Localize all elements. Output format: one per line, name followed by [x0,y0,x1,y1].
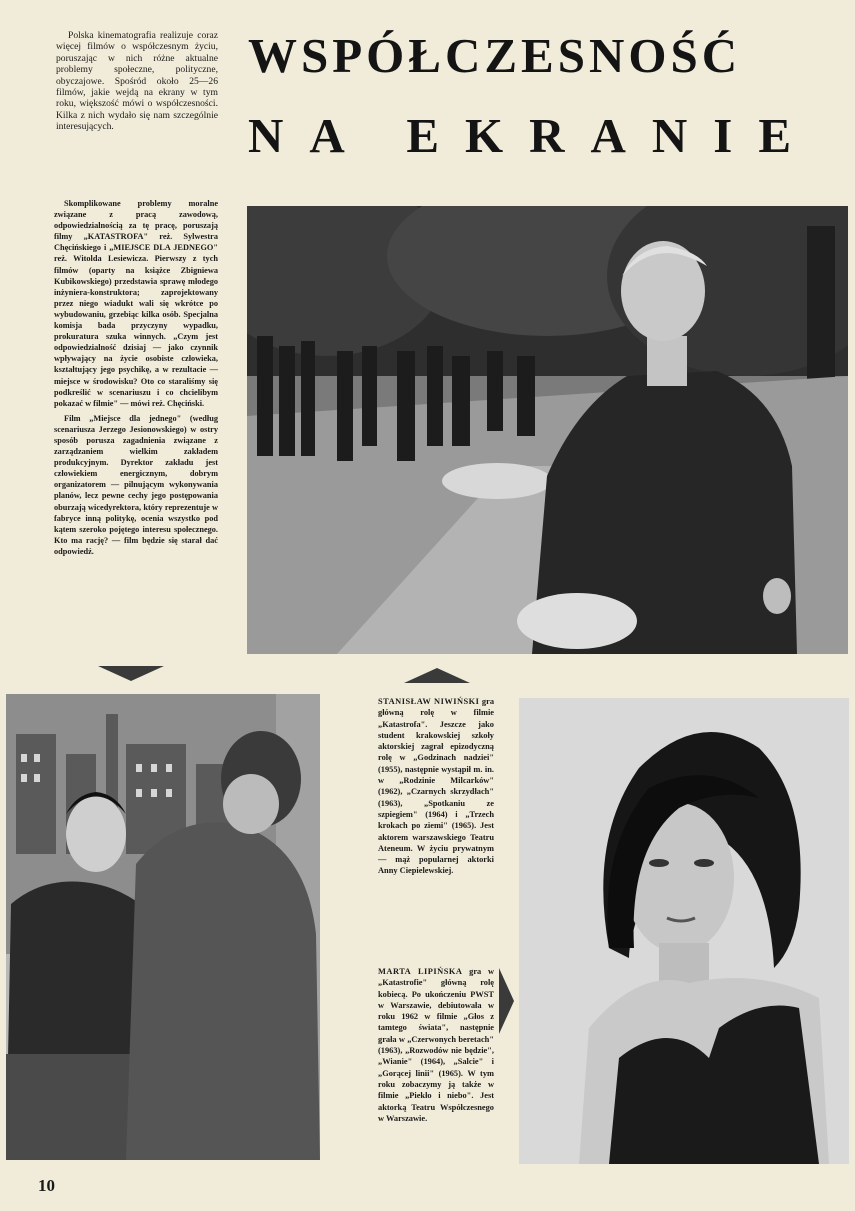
photo-portrait-woman [519,698,849,1164]
arrow-right-icon [499,968,514,1034]
title-line-1: WSPÓŁCZESNOŚĆ [248,28,742,83]
page-title [248,24,818,168]
photo-funeral-scene [247,206,848,654]
caption-lipinska-name: MARTA LIPIŃSKA [378,967,463,976]
article-paragraph-1: Skomplikowane problemy moralne związane z pracą zawodową, odpowiedzialnością za tę pracę, poruszają filmy „KATASTROFA" reż. Sylwestra Chęcińskiego i „MIEJSCE DLA JEDNEGO" reż. Witolda Lesiewicza. Pierwszy z tych filmów (oparty na książce Zbigniewa Kubikowskiego) przedstawia sprawę młodego inżyniera-konstruktora; zaprojektowany przez niego wiadukt wali się wkrótce po wybudowaniu, grzebiąc kilka osób. Specjalna komisja bada przyczyny wypadku, prokuratura szuka winnych. „Czym jest odpowiedzialność dzisiaj — jako czynnik wpływający na życie osobiste człowieka, kształtujący jego psychikę, a w rezultacie — miejsce w środowisku? Oto co staraliśmy się podkreślić w scenariuszu i co chcielibym pokazać w filmie" — mówi reż. Chęciński. [54,199,218,408]
page-number: 10 [38,1176,55,1195]
arrow-up-icon [404,668,470,683]
article-body [54,198,218,561]
caption-niwinski [378,696,494,877]
photo-office-scene [6,694,320,1160]
caption-lipinska [378,966,494,1124]
title-line-2: NA EKRANIE [248,108,818,163]
caption-lipinska-text: gra w „Katastrofie" główną rolę kobiecą. Po ukończeniu PWST w Warszawie, debiutowała w roku 1962 w filmie „Głos z tamtego świata", następnie grała w „Czerwonych beretach" (1963), „Rozwodów nie będzie", „Wianie" (1964), „Salcie" i „Gorącej linii" (1965). W tym roku zobaczymy ją także w filmie „Piekło i niebo". Jest aktorką Teatru Współczesnego w Warszawie. [378,967,494,1123]
article-paragraph-2: Film „Miejsce dla jednego" (według scenariusza Jerzego Jesionowskiego) w ostry sposób porusza zagadnienia związane z zarządzaniem wielkim zakładem produkcyjnym. Dyrektor zakładu jest człowiekiem energicznym, dobrym organizatorem — pilnującym wykonywania planów, lecz pewne cechy jego postępowania oburzają wicedyrektora, który reprezentuje w fabryce inną politykę, ocenia wszystko pod kątem szeroko pojętego interesu społecznego. Kto ma rację? — film będzie się starał dać odpowiedź. [54,413,218,556]
arrow-down-icon [98,666,164,681]
intro-paragraph: Polska kinematografia realizuje coraz więcej filmów o współczesnym życiu, poruszając w nich różne aktualne problemy społeczne, polityczne, obyczajowe. Spośród około 25—26 filmów, jakie wejdą na ekrany w tym roku, większość mówi o współczesności. Kilka z nich wydało się nam szczególnie interesujących. [56,30,218,133]
caption-niwinski-text: gra główną rolę w filmie „Katastrofa". Jeszcze jako student krakowskiej szkoły aktorskiej zagrał epizodyczną rolę w „Godzinach nadziei" (1955), następnie wystąpił m. in. w „Rodzinie Milcarków" (1962), „Czarnych skrzydłach" (1963), „Spotkaniu ze szpiegiem" (1964) i „Trzech krokach po ziemi" (1965). Jest aktorem warszawskiego Teatru Ateneum. W życiu prywatnym — mąż popularnej aktorki Anny Ciepielewskiej. [378,697,495,876]
caption-niwinski-name: STANISŁAW NIWIŃSKI [378,697,480,706]
